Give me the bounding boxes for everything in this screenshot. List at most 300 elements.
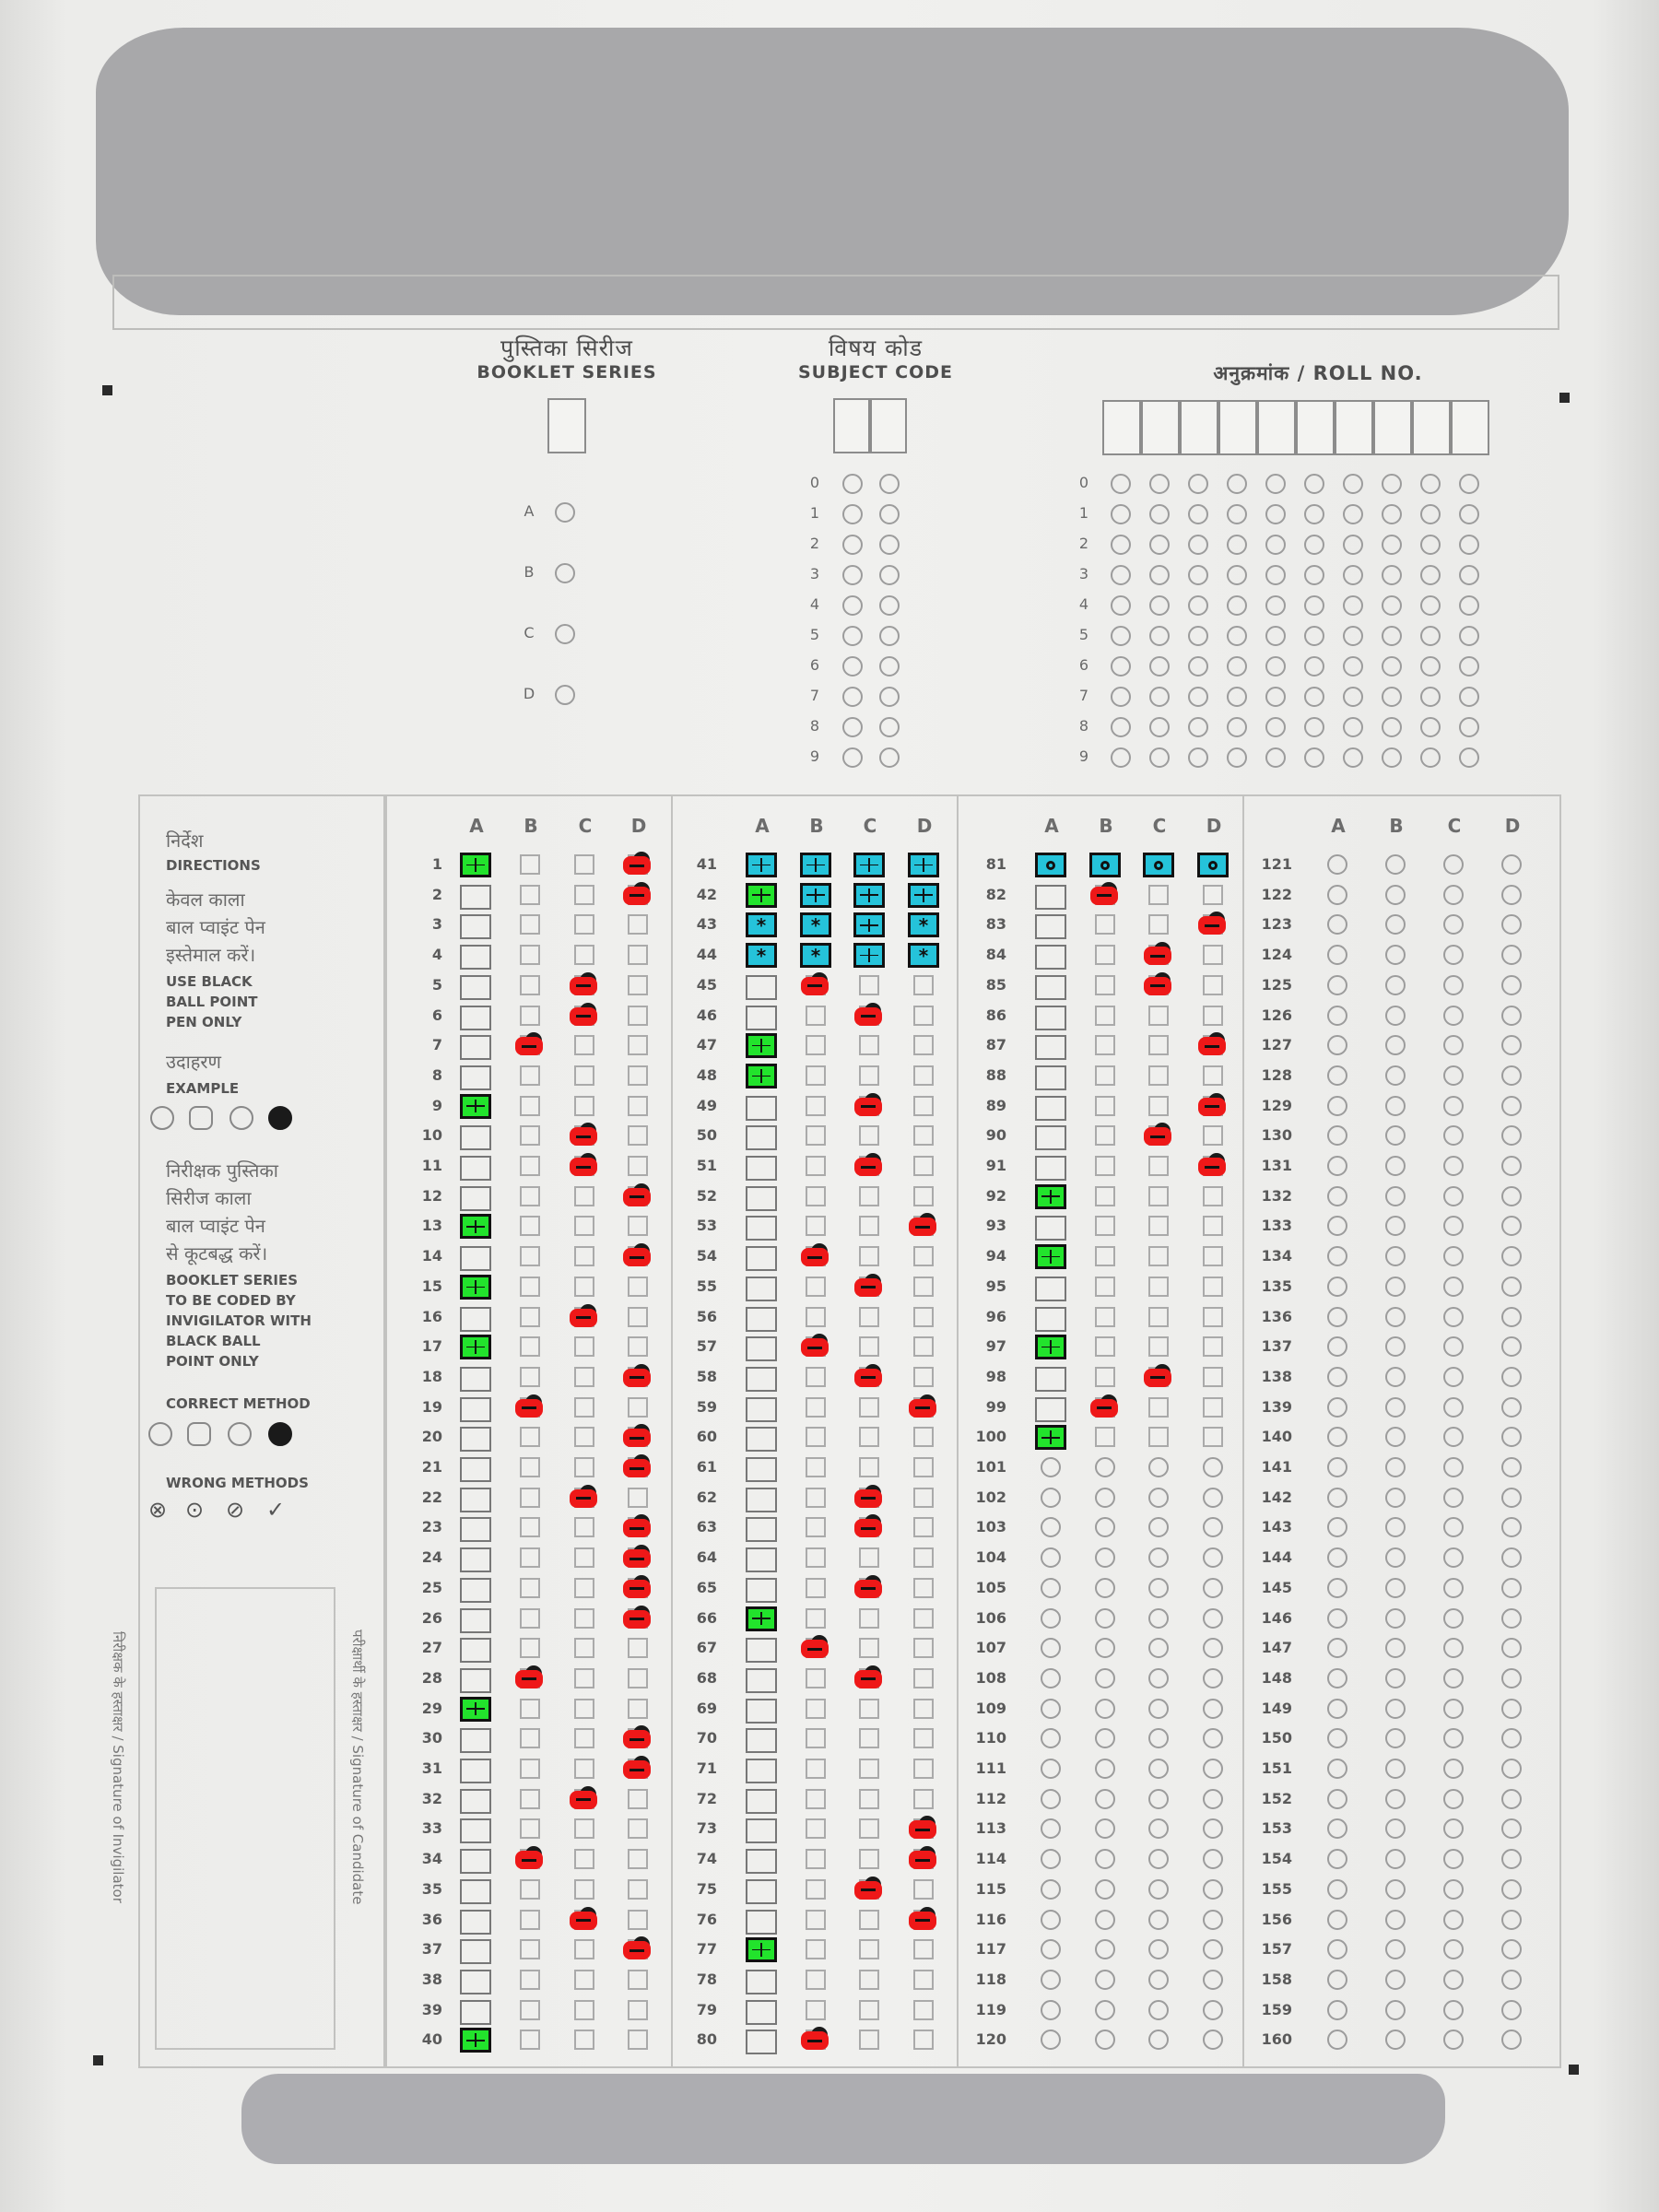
roll-no-bubble[interactable] [1111, 535, 1131, 555]
answer-option-box[interactable] [746, 2000, 777, 2025]
answer-option-bubble[interactable] [1095, 1910, 1115, 1930]
roll-no-write-box[interactable] [1412, 400, 1451, 455]
answer-option-box[interactable] [913, 1186, 934, 1206]
answer-option-bubble[interactable] [1385, 1547, 1406, 1568]
answer-option-box[interactable] [913, 1638, 934, 1658]
roll-no-bubble[interactable] [1111, 565, 1131, 585]
answer-option-bubble[interactable] [1501, 1006, 1522, 1026]
answer-option-box[interactable] [1035, 914, 1066, 939]
roll-no-bubble[interactable] [1343, 717, 1363, 737]
answer-option-bubble[interactable] [1327, 1006, 1347, 1026]
answer-option-bubble[interactable] [1148, 1879, 1169, 1900]
answer-option-box[interactable] [859, 1759, 879, 1779]
answer-option-box[interactable] [574, 914, 594, 935]
roll-no-bubble[interactable] [1304, 717, 1324, 737]
roll-no-bubble[interactable] [1420, 474, 1441, 494]
answer-option-bubble[interactable] [1443, 1065, 1464, 1086]
answer-option-box[interactable] [574, 1668, 594, 1688]
answer-option-bubble[interactable] [1095, 1879, 1115, 1900]
answer-option-bubble[interactable] [1443, 1006, 1464, 1026]
answer-option-box[interactable] [1035, 885, 1066, 910]
answer-option-box[interactable] [1035, 1216, 1066, 1241]
roll-no-bubble[interactable] [1149, 717, 1170, 737]
answer-option-bubble[interactable] [1095, 1547, 1115, 1568]
answer-option-box[interactable] [520, 1096, 540, 1116]
answer-option-box[interactable] [1035, 1065, 1066, 1090]
answer-option-bubble[interactable] [1327, 1186, 1347, 1206]
answer-option-bubble[interactable] [1501, 1397, 1522, 1418]
answer-option-box[interactable] [806, 1488, 826, 1508]
roll-no-bubble[interactable] [1227, 747, 1247, 768]
answer-option-bubble[interactable] [1385, 1759, 1406, 1779]
answer-option-box[interactable] [913, 1547, 934, 1568]
answer-option-marked[interactable]: * [746, 943, 777, 968]
answer-option-box[interactable] [746, 1277, 777, 1301]
answer-option-box[interactable] [806, 1457, 826, 1477]
answer-option-box[interactable] [1035, 1096, 1066, 1121]
answer-option-box[interactable] [1148, 1156, 1169, 1176]
answer-option-box[interactable] [859, 1457, 879, 1477]
answer-option-box[interactable] [859, 1246, 879, 1266]
answer-option-box[interactable] [913, 1336, 934, 1357]
answer-option-bubble[interactable] [1041, 1970, 1061, 1990]
answer-option-bubble[interactable] [1203, 1879, 1223, 1900]
answer-option-bubble[interactable] [1327, 975, 1347, 995]
answer-option-box[interactable] [1203, 975, 1223, 995]
answer-option-bubble[interactable] [1327, 1367, 1347, 1387]
answer-option-box[interactable] [520, 1699, 540, 1719]
answer-option-bubble[interactable] [1148, 1608, 1169, 1629]
answer-option-bubble[interactable] [1385, 1789, 1406, 1809]
answer-option-box[interactable] [628, 1970, 648, 1990]
answer-option-marked[interactable] [908, 883, 939, 908]
answer-option-bubble[interactable] [1443, 1970, 1464, 1990]
answer-option-box[interactable] [806, 1728, 826, 1748]
subject-bubble[interactable] [842, 656, 863, 677]
answer-option-marked[interactable] [746, 1064, 777, 1088]
roll-no-bubble[interactable] [1420, 687, 1441, 707]
answer-option-bubble[interactable] [1443, 1910, 1464, 1930]
roll-no-bubble[interactable] [1343, 747, 1363, 768]
answer-option-box[interactable] [859, 2030, 879, 2050]
answer-option-box[interactable] [574, 1246, 594, 1266]
roll-no-bubble[interactable] [1227, 656, 1247, 677]
roll-no-bubble[interactable] [1265, 747, 1286, 768]
answer-option-box[interactable] [913, 2030, 934, 2050]
answer-option-bubble[interactable] [1041, 1699, 1061, 1719]
answer-option-box[interactable] [806, 1547, 826, 1568]
answer-option-bubble[interactable] [1327, 1065, 1347, 1086]
answer-option-bubble[interactable] [1385, 1186, 1406, 1206]
answer-option-box[interactable] [1035, 975, 1066, 1000]
answer-option-box[interactable] [1203, 1246, 1223, 1266]
answer-option-box[interactable] [1148, 1186, 1169, 1206]
answer-option-bubble[interactable] [1385, 1246, 1406, 1266]
answer-option-marked[interactable] [853, 943, 885, 968]
answer-option-box[interactable] [628, 1910, 648, 1930]
roll-no-bubble[interactable] [1188, 565, 1208, 585]
roll-no-bubble[interactable] [1304, 595, 1324, 616]
roll-no-bubble[interactable] [1343, 626, 1363, 646]
answer-option-box[interactable] [520, 1006, 540, 1026]
answer-option-box[interactable] [913, 1035, 934, 1055]
answer-option-box[interactable] [628, 1277, 648, 1297]
answer-option-bubble[interactable] [1385, 1970, 1406, 1990]
answer-option-box[interactable] [746, 1728, 777, 1753]
answer-option-box[interactable] [806, 1970, 826, 1990]
answer-option-box[interactable] [746, 2030, 777, 2054]
answer-option-bubble[interactable] [1327, 2000, 1347, 2020]
answer-option-bubble[interactable] [1501, 1578, 1522, 1598]
answer-option-bubble[interactable] [1327, 945, 1347, 965]
roll-no-bubble[interactable] [1149, 626, 1170, 646]
answer-option-bubble[interactable] [1148, 1789, 1169, 1809]
answer-option-box[interactable] [628, 1638, 648, 1658]
answer-option-box[interactable] [574, 1578, 594, 1598]
roll-no-bubble[interactable] [1382, 504, 1402, 524]
answer-option-box[interactable] [574, 1517, 594, 1537]
answer-option-bubble[interactable] [1385, 1849, 1406, 1869]
subject-bubble[interactable] [879, 626, 900, 646]
roll-no-bubble[interactable] [1420, 656, 1441, 677]
answer-option-bubble[interactable] [1041, 1849, 1061, 1869]
answer-option-box[interactable] [913, 1277, 934, 1297]
answer-option-box[interactable] [746, 1547, 777, 1572]
answer-option-box[interactable] [806, 1668, 826, 1688]
roll-no-bubble[interactable] [1111, 474, 1131, 494]
answer-option-box[interactable] [746, 975, 777, 1000]
subject-bubble[interactable] [879, 474, 900, 494]
answer-option-bubble[interactable] [1385, 1910, 1406, 1930]
subject-bubble[interactable] [842, 565, 863, 585]
answer-option-bubble[interactable] [1385, 1879, 1406, 1900]
answer-option-box[interactable] [806, 1216, 826, 1236]
subject-code-write-box-2[interactable] [870, 398, 907, 453]
answer-option-box[interactable] [460, 1517, 491, 1542]
answer-option-box[interactable] [520, 1246, 540, 1266]
answer-option-bubble[interactable] [1501, 1970, 1522, 1990]
answer-option-marked[interactable] [460, 1335, 491, 1359]
answer-option-box[interactable] [574, 1939, 594, 1959]
roll-no-bubble[interactable] [1111, 504, 1131, 524]
roll-no-bubble[interactable] [1265, 565, 1286, 585]
answer-option-marked[interactable] [1035, 1425, 1066, 1450]
answer-option-box[interactable] [520, 914, 540, 935]
answer-option-box[interactable] [460, 1457, 491, 1482]
roll-no-bubble[interactable] [1420, 535, 1441, 555]
answer-option-box[interactable] [520, 1186, 540, 1206]
answer-option-box[interactable] [628, 1156, 648, 1176]
subject-bubble[interactable] [879, 717, 900, 737]
answer-option-bubble[interactable] [1327, 1277, 1347, 1297]
answer-option-box[interactable] [460, 1970, 491, 1994]
answer-option-marked[interactable] [1035, 1244, 1066, 1269]
answer-option-bubble[interactable] [1203, 1608, 1223, 1629]
answer-option-bubble[interactable] [1203, 1457, 1223, 1477]
answer-option-bubble[interactable] [1501, 1156, 1522, 1176]
answer-option-box[interactable] [1095, 1367, 1115, 1387]
answer-option-box[interactable] [574, 1065, 594, 1086]
answer-option-box[interactable] [460, 1879, 491, 1904]
roll-no-bubble[interactable] [1343, 565, 1363, 585]
answer-option-bubble[interactable] [1443, 1367, 1464, 1387]
answer-option-box[interactable] [520, 1970, 540, 1990]
answer-option-bubble[interactable] [1203, 2000, 1223, 2020]
answer-option-box[interactable] [520, 1608, 540, 1629]
answer-option-box[interactable] [746, 1970, 777, 1994]
roll-no-bubble[interactable] [1459, 595, 1479, 616]
roll-no-bubble[interactable] [1420, 626, 1441, 646]
answer-option-box[interactable] [520, 1307, 540, 1327]
roll-no-bubble[interactable] [1227, 595, 1247, 616]
answer-option-bubble[interactable] [1203, 1547, 1223, 1568]
answer-option-bubble[interactable] [1443, 2000, 1464, 2020]
answer-option-marked[interactable]: * [746, 912, 777, 937]
answer-option-bubble[interactable] [1148, 2000, 1169, 2020]
roll-no-bubble[interactable] [1343, 504, 1363, 524]
answer-option-box[interactable] [859, 975, 879, 995]
answer-option-bubble[interactable] [1041, 1789, 1061, 1809]
answer-option-box[interactable] [520, 1216, 540, 1236]
roll-no-bubble[interactable] [1188, 747, 1208, 768]
answer-option-box[interactable] [913, 1246, 934, 1266]
answer-option-box[interactable] [746, 1186, 777, 1211]
answer-option-box[interactable] [1203, 1277, 1223, 1297]
subject-bubble[interactable] [879, 535, 900, 555]
answer-option-bubble[interactable] [1501, 885, 1522, 905]
roll-no-bubble[interactable] [1188, 656, 1208, 677]
answer-option-box[interactable] [746, 1849, 777, 1874]
invigilator-signature-box[interactable] [155, 1587, 335, 2050]
answer-option-box[interactable] [1203, 945, 1223, 965]
answer-option-marked[interactable] [1035, 1184, 1066, 1209]
answer-option-box[interactable] [913, 1970, 934, 1990]
answer-option-box[interactable] [746, 1336, 777, 1361]
answer-option-box[interactable] [913, 1879, 934, 1900]
subject-bubble[interactable] [879, 504, 900, 524]
answer-option-bubble[interactable] [1443, 1246, 1464, 1266]
answer-option-box[interactable] [574, 1336, 594, 1357]
roll-no-bubble[interactable] [1149, 535, 1170, 555]
answer-option-box[interactable] [859, 1427, 879, 1447]
roll-no-bubble[interactable] [1304, 747, 1324, 768]
answer-option-box[interactable] [574, 1849, 594, 1869]
answer-option-box[interactable] [1203, 1006, 1223, 1026]
answer-option-box[interactable] [1035, 1035, 1066, 1060]
answer-option-marked[interactable] [1197, 853, 1229, 877]
answer-option-bubble[interactable] [1327, 1970, 1347, 1990]
answer-option-box[interactable] [859, 1608, 879, 1629]
answer-option-bubble[interactable] [1095, 1668, 1115, 1688]
answer-option-bubble[interactable] [1095, 1699, 1115, 1719]
answer-option-box[interactable] [859, 1216, 879, 1236]
answer-option-box[interactable] [746, 1578, 777, 1603]
roll-no-write-box[interactable] [1102, 400, 1141, 455]
answer-option-box[interactable] [746, 1488, 777, 1512]
answer-option-bubble[interactable] [1148, 1668, 1169, 1688]
answer-option-box[interactable] [628, 914, 648, 935]
answer-option-bubble[interactable] [1443, 975, 1464, 995]
answer-option-bubble[interactable] [1385, 975, 1406, 995]
answer-option-box[interactable] [913, 1699, 934, 1719]
answer-option-box[interactable] [1095, 1216, 1115, 1236]
answer-option-bubble[interactable] [1095, 1578, 1115, 1598]
answer-option-box[interactable] [746, 1307, 777, 1332]
answer-option-box[interactable] [1095, 1336, 1115, 1357]
answer-option-bubble[interactable] [1443, 1277, 1464, 1297]
answer-option-box[interactable] [1148, 1006, 1169, 1026]
answer-option-bubble[interactable] [1443, 885, 1464, 905]
roll-no-bubble[interactable] [1343, 687, 1363, 707]
answer-option-bubble[interactable] [1443, 1096, 1464, 1116]
roll-no-bubble[interactable] [1459, 747, 1479, 768]
answer-option-marked[interactable] [1089, 853, 1121, 877]
subject-bubble[interactable] [879, 595, 900, 616]
roll-no-bubble[interactable] [1188, 687, 1208, 707]
answer-option-box[interactable] [574, 1367, 594, 1387]
subject-bubble[interactable] [842, 474, 863, 494]
answer-option-bubble[interactable] [1041, 1879, 1061, 1900]
answer-option-bubble[interactable] [1501, 1246, 1522, 1266]
answer-option-bubble[interactable] [1095, 1608, 1115, 1629]
roll-no-write-box[interactable] [1451, 400, 1489, 455]
answer-option-bubble[interactable] [1385, 1277, 1406, 1297]
answer-option-box[interactable] [1203, 1427, 1223, 1447]
answer-option-bubble[interactable] [1501, 945, 1522, 965]
answer-option-box[interactable] [913, 1939, 934, 1959]
answer-option-box[interactable] [913, 1789, 934, 1809]
subject-bubble[interactable] [842, 626, 863, 646]
answer-option-marked[interactable]: * [800, 943, 831, 968]
roll-no-bubble[interactable] [1304, 474, 1324, 494]
answer-option-bubble[interactable] [1148, 1578, 1169, 1598]
answer-option-box[interactable] [746, 1457, 777, 1482]
answer-option-box[interactable] [574, 1457, 594, 1477]
answer-option-bubble[interactable] [1443, 1397, 1464, 1418]
answer-option-box[interactable] [859, 2000, 879, 2020]
answer-option-marked[interactable]: * [908, 943, 939, 968]
answer-option-bubble[interactable] [1203, 1699, 1223, 1719]
answer-option-marked[interactable] [460, 1094, 491, 1119]
roll-no-bubble[interactable] [1265, 595, 1286, 616]
answer-option-bubble[interactable] [1501, 1547, 1522, 1568]
answer-option-bubble[interactable] [1148, 1759, 1169, 1779]
answer-option-bubble[interactable] [1041, 1910, 1061, 1930]
answer-option-bubble[interactable] [1501, 1668, 1522, 1688]
answer-option-marked[interactable] [460, 1275, 491, 1300]
answer-option-box[interactable] [520, 1156, 540, 1176]
answer-option-box[interactable] [806, 1186, 826, 1206]
answer-option-box[interactable] [460, 1668, 491, 1693]
answer-option-bubble[interactable] [1385, 1578, 1406, 1598]
roll-no-bubble[interactable] [1227, 504, 1247, 524]
subject-bubble[interactable] [879, 565, 900, 585]
answer-option-box[interactable] [746, 1759, 777, 1783]
roll-no-bubble[interactable] [1304, 656, 1324, 677]
answer-option-marked[interactable] [853, 853, 885, 877]
answer-option-box[interactable] [1095, 975, 1115, 995]
answer-option-box[interactable] [806, 2000, 826, 2020]
answer-option-box[interactable] [913, 1578, 934, 1598]
answer-option-box[interactable] [460, 945, 491, 970]
answer-option-bubble[interactable] [1148, 1547, 1169, 1568]
roll-no-bubble[interactable] [1459, 626, 1479, 646]
answer-option-box[interactable] [628, 1789, 648, 1809]
answer-option-box[interactable] [913, 1457, 934, 1477]
answer-option-box[interactable] [859, 1939, 879, 1959]
answer-option-box[interactable] [520, 1427, 540, 1447]
answer-option-box[interactable] [574, 1035, 594, 1055]
roll-no-bubble[interactable] [1111, 656, 1131, 677]
answer-option-marked[interactable] [853, 912, 885, 937]
answer-option-box[interactable] [574, 1879, 594, 1900]
answer-option-box[interactable] [1148, 1216, 1169, 1236]
answer-option-marked[interactable] [746, 883, 777, 908]
roll-no-bubble[interactable] [1382, 656, 1402, 677]
subject-bubble[interactable] [879, 656, 900, 677]
answer-option-marked[interactable] [1143, 853, 1174, 877]
roll-no-write-box[interactable] [1335, 400, 1373, 455]
answer-option-bubble[interactable] [1327, 1699, 1347, 1719]
answer-option-box[interactable] [574, 1277, 594, 1297]
answer-option-box[interactable] [628, 2000, 648, 2020]
answer-option-bubble[interactable] [1041, 1547, 1061, 1568]
answer-option-box[interactable] [628, 1006, 648, 1026]
answer-option-box[interactable] [806, 1427, 826, 1447]
subject-bubble[interactable] [842, 717, 863, 737]
answer-option-box[interactable] [859, 1035, 879, 1055]
answer-option-bubble[interactable] [1041, 2000, 1061, 2020]
answer-option-box[interactable] [746, 1427, 777, 1452]
subject-bubble[interactable] [842, 687, 863, 707]
roll-no-bubble[interactable] [1111, 747, 1131, 768]
answer-option-box[interactable] [913, 2000, 934, 2020]
answer-option-bubble[interactable] [1095, 1970, 1115, 1990]
answer-option-box[interactable] [806, 1818, 826, 1839]
answer-option-bubble[interactable] [1203, 1849, 1223, 1869]
roll-no-bubble[interactable] [1343, 595, 1363, 616]
roll-no-bubble[interactable] [1188, 595, 1208, 616]
answer-option-box[interactable] [913, 1759, 934, 1779]
roll-no-bubble[interactable] [1382, 474, 1402, 494]
answer-option-box[interactable] [574, 2030, 594, 2050]
answer-option-box[interactable] [746, 1668, 777, 1693]
answer-option-bubble[interactable] [1327, 1608, 1347, 1629]
subject-bubble[interactable] [879, 747, 900, 768]
roll-no-bubble[interactable] [1227, 687, 1247, 707]
answer-option-bubble[interactable] [1095, 1789, 1115, 1809]
answer-option-box[interactable] [1148, 885, 1169, 905]
answer-option-box[interactable] [1095, 1246, 1115, 1266]
answer-option-box[interactable] [1095, 1427, 1115, 1447]
answer-option-bubble[interactable] [1203, 1578, 1223, 1598]
answer-option-box[interactable] [628, 2030, 648, 2050]
answer-option-box[interactable] [520, 2030, 540, 2050]
answer-option-box[interactable] [628, 1065, 648, 1086]
answer-option-bubble[interactable] [1327, 1096, 1347, 1116]
answer-option-bubble[interactable] [1501, 1759, 1522, 1779]
answer-option-box[interactable] [460, 1728, 491, 1753]
answer-option-bubble[interactable] [1327, 1547, 1347, 1568]
answer-option-bubble[interactable] [1095, 1849, 1115, 1869]
answer-option-box[interactable] [806, 1608, 826, 1629]
answer-option-box[interactable] [1095, 1006, 1115, 1026]
series-bubble-c[interactable] [555, 624, 575, 644]
answer-option-box[interactable] [913, 1125, 934, 1146]
answer-option-box[interactable] [520, 1517, 540, 1537]
answer-option-box[interactable] [1203, 1336, 1223, 1357]
answer-option-box[interactable] [859, 1547, 879, 1568]
